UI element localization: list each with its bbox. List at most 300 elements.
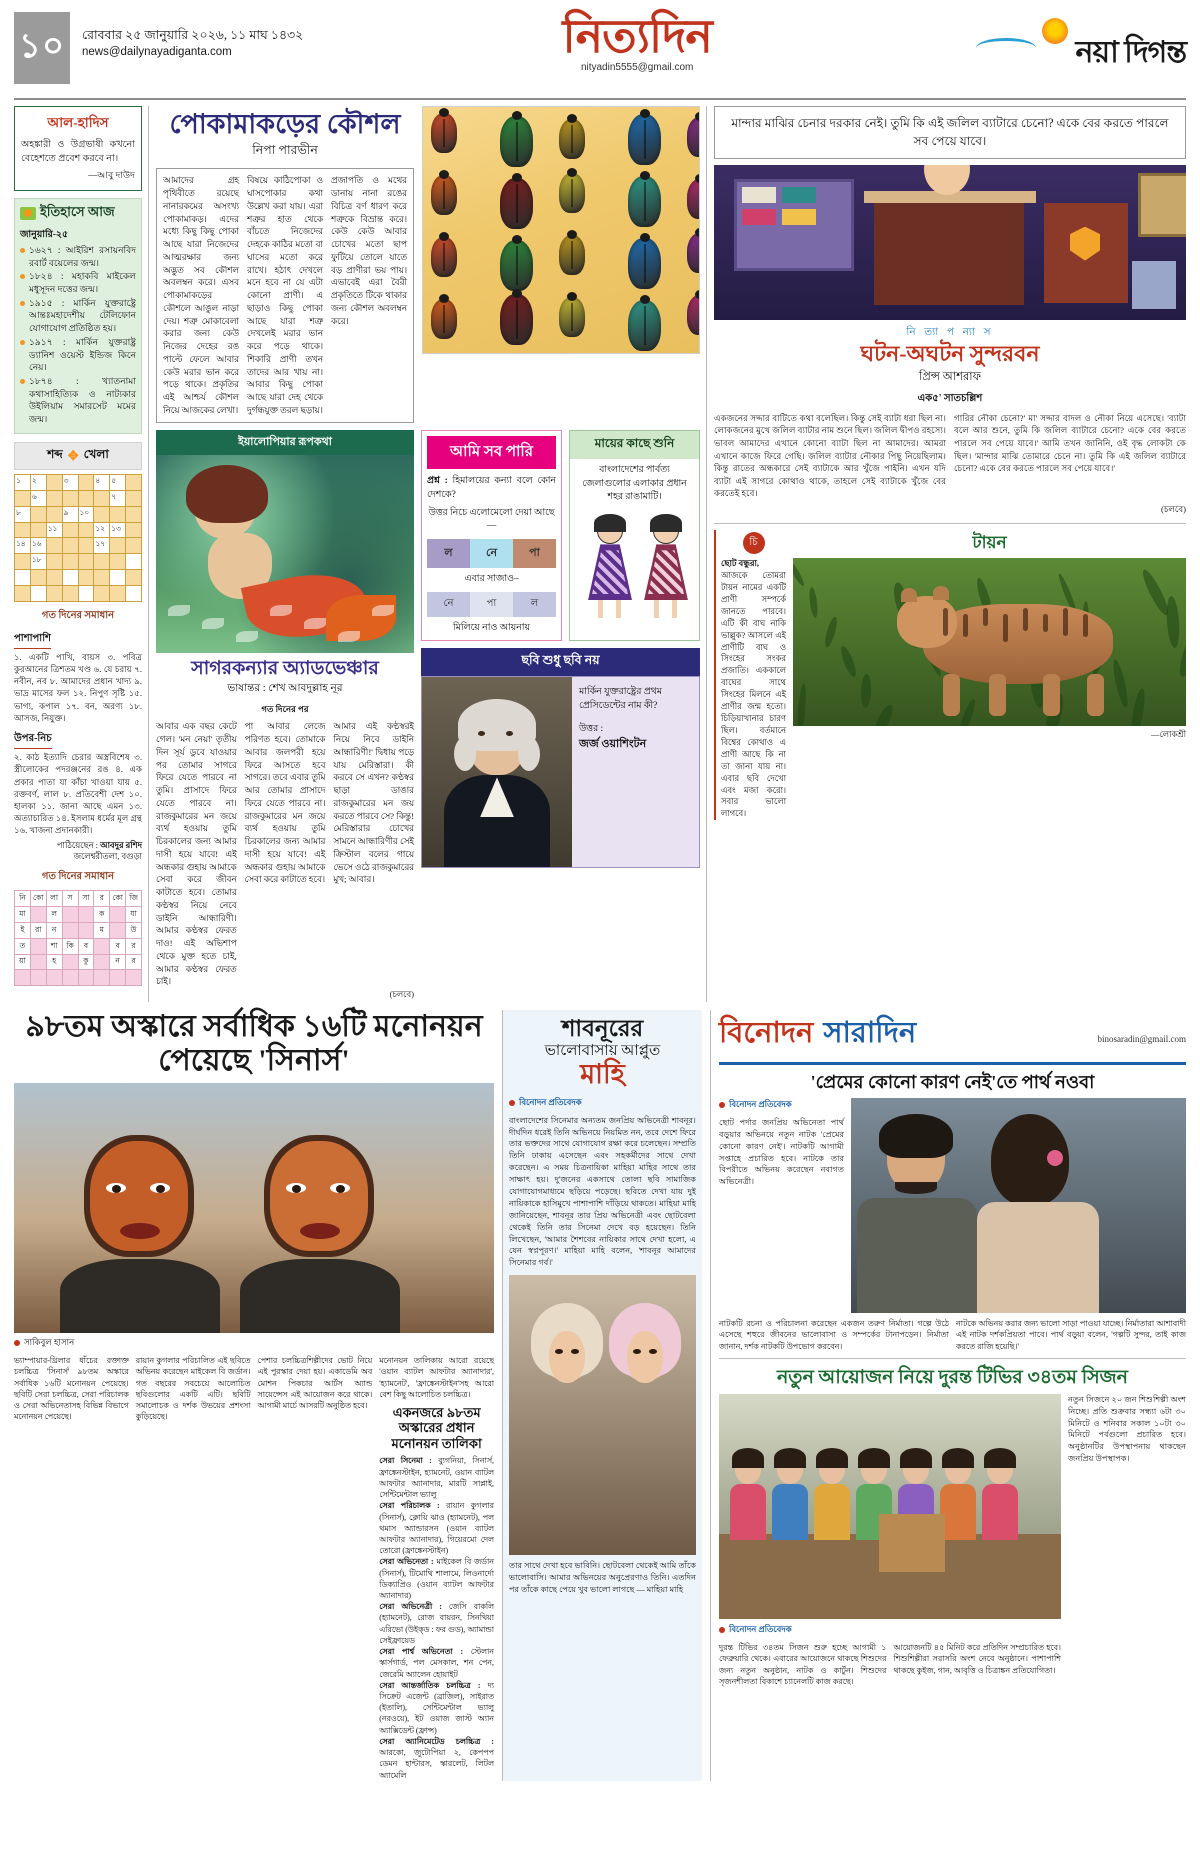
nomination-category: সেরা সিনেমা :: [379, 1456, 439, 1466]
oscar-col-4-text: মনোনয়ন তালিকায় আরো রয়েছে 'ওয়ান ব্যাটল আফটার অ্যানাদার', 'হ্যামনেট', 'ফ্রাঙ্কেনস্টাইন'সহ আরো বেশ কিছু আলোচিত চলচ্চিত্র।: [379, 1356, 494, 1399]
section-logo: [303, 12, 971, 73]
shabnur-subtitle: ভালোবাসায় আপ্লুত: [544, 1042, 661, 1059]
photo-quiz-body: [421, 676, 700, 868]
child-outfit: [730, 1484, 766, 1540]
beetle-head: [695, 174, 700, 183]
woman-outfit: [599, 1387, 691, 1555]
feature-body-box: [156, 168, 414, 422]
listen-title: মায়ের কাছে শুনি: [570, 431, 699, 459]
bottom-zone: [0, 1002, 1200, 1791]
tiglon-ear: [933, 586, 949, 600]
crossword-cell[interactable]: [79, 570, 95, 586]
crossword-cell[interactable]: [94, 586, 110, 602]
woman-face-front: [549, 1331, 585, 1383]
shabnur-tag-text: বিনোদন প্রতিবেদক: [519, 1097, 582, 1107]
credit-address: জলেশ্বরীতলা, বগুড়া: [73, 852, 142, 862]
beetle-head: [695, 228, 700, 237]
top-zone: [0, 100, 1200, 1002]
across-text: ১. একটি পাখি, বায়স ৩. পবিত্র কুরআনের ত্রিশতম খণ্ড ৬. যে চরায় ৭. নবীন, নব ৮. আমাদের প্রধান খাদ্য ৯. ভাদ্র মাসের ফল ১২. নিপুণ সৃষ্টি ১৫. ভাগ্য, কপাল ১৭. বন, অরণ্য ১৮. আসজ, নিযুক্ত।: [14, 651, 142, 723]
quiz-hint: উত্তর নিচে এলোমেলো দেয়া আছে—: [428, 507, 555, 532]
torso: [240, 1259, 400, 1333]
solved-cell: নি: [15, 891, 31, 907]
partho-photo-wrap: [851, 1098, 1186, 1313]
mermaid-kicker: ইয়ালোপিয়ার রূপকথা: [156, 430, 414, 455]
section-divider: [714, 523, 1186, 524]
quiz-tile[interactable]: ল: [427, 539, 470, 568]
crossword-cell[interactable]: [79, 554, 95, 570]
solved-cell: [31, 955, 47, 971]
solved-cell: [94, 955, 110, 971]
crossword-cell[interactable]: [63, 570, 79, 586]
page-title: পোকামাকড়ের কৌশল: [169, 109, 401, 139]
crossword-cell[interactable]: [110, 538, 126, 554]
shabnur-caption: তার সাথে দেখা হবে ভাবিনি। ছোটবেলা থেকেই আমি তাঁকে ভালোবাসি। আমার অভিনয়ের অনুপ্রেরণাও তিনি। এতদিন পর তাঁকে কাছে পেয়ে খুব ভালো লাগছে — মাহিয়া মাহি: [509, 1561, 696, 1594]
hadith-title: আল-হাদিস: [47, 115, 109, 130]
man-hair: [879, 1114, 953, 1158]
crossword-cell[interactable]: [79, 491, 95, 507]
crossword-cell[interactable]: ৩: [63, 475, 79, 491]
solved-cell: র: [94, 891, 110, 907]
binder: [782, 209, 816, 225]
solved-cell: জি: [126, 891, 142, 907]
nomination-category: সেরা আন্তর্জাতিক চলচ্চিত্র :: [379, 1680, 488, 1690]
solved-cell: [79, 907, 95, 923]
girl-hair: [594, 514, 626, 532]
crossword-cell[interactable]: [110, 570, 126, 586]
crossword-cell[interactable]: [63, 491, 79, 507]
crossword-cell[interactable]: ১১: [47, 523, 63, 539]
crossword-cell[interactable]: ২: [31, 475, 47, 491]
beetle-collage-image: [422, 106, 700, 354]
solved-cell: ই: [15, 923, 31, 939]
crossword-cell[interactable]: [47, 538, 63, 554]
crossword-cell[interactable]: [126, 538, 142, 554]
feature-col-1: আমাদের গ্রহ পৃথিবীতে রয়েছে নানারকমের অসংখ্য পোকামাকড়। এদের মধ্যে কিছু কিছু পোকা আছে যারা নিজেদের আত্মরক্ষার জন্য অদ্ভুত সব কৌশল অবলম্বন করে। এসব পোকামাকড়ের কৌশলে আঙুল নাড়া দেয়। শত্রু মোকাবেলা করার জন্য কেউ নিজের দেহের রঙ পাল্টে ফেলে আবার কেউ মরার ভান করে পড়ে থাকে। প্রকৃতির এই আশ্চর্য কৌশল নিয়ে আজকের লেখা।: [163, 175, 239, 415]
solved-cell: ন: [110, 955, 126, 971]
nomination-values: আরকো, জুটোপিয়া ২, কেপপপ ডেমন হান্টারস, স্কারলেট, লিটল অ্যামেলি: [379, 1748, 494, 1780]
paper-logo: [971, 12, 1186, 79]
solved-cell: কো: [110, 891, 126, 907]
mermaid-continued: (চলবে): [389, 990, 414, 1000]
beetle-head: [640, 233, 650, 242]
quiz-answer-tile[interactable]: নে: [427, 592, 470, 617]
fish-shape: [372, 605, 394, 616]
fish-shape: [338, 631, 360, 642]
solved-cell: [63, 970, 79, 986]
crossword-cell[interactable]: [63, 523, 79, 539]
crossword-cell[interactable]: ৫: [110, 475, 126, 491]
solved-crossword-grid: [14, 890, 142, 986]
crossword-cell[interactable]: [126, 491, 142, 507]
tiger-stripe: [1003, 614, 1008, 642]
nomination-values: দ্য সিক্রেট এজেন্ট (ব্রাজিল), সাইরাত (ইতালি), সেন্টিমেন্টাল ভ্যালু (নরওয়ে), ইট ওয়াজ জাস্ট অ্যান অ্যাক্সিডেন্ট (ফ্রান্স): [379, 1680, 494, 1735]
studio-chair: [879, 1514, 945, 1572]
duronto-col-3: নতুন সিজনে ২০ জন শিশুশিল্পী অংশ নিচ্ছে। প্রতি শুক্রবার সন্ধ্যা ৬টা ৩০ মিনিটে ও শনিবার সকাল ১০টা ৩০ মিনিটে পর্বগুলো প্রচারিত হবে। অনুষ্ঠানটির উপস্থাপনায় থাকছেন জনপ্রিয় উপস্থাপক।: [1068, 1394, 1186, 1464]
feature-article: [156, 106, 414, 423]
crossword-cell[interactable]: [110, 507, 126, 523]
girl-hair: [650, 514, 682, 532]
sundarban-byline: প্রিন্স আশরাফ: [918, 370, 982, 383]
listen-box: [569, 430, 700, 642]
quiz-tile[interactable]: পা: [513, 539, 556, 568]
sundarban-continued: (চলবে): [1160, 504, 1186, 515]
solved-cell: [110, 907, 126, 923]
beetle-midline: [699, 301, 700, 329]
crossword-cell[interactable]: [31, 570, 47, 586]
beetle-midline: [443, 119, 445, 147]
hadith-source: —আবু দাউদ: [88, 169, 135, 180]
listen-text: বাংলাদেশের পার্বত্য জেলাগুলোর এলাকার প্রধান শহর রাঙামাটি।: [582, 464, 687, 503]
history-date: জানুয়ারি-২৫: [20, 229, 69, 240]
child-hair: [858, 1448, 890, 1468]
solved-cell: [31, 970, 47, 986]
credit-label: পাঠিয়েছেন :: [56, 840, 99, 850]
prev-solution-label: গত দিনের সমাধান: [41, 871, 115, 883]
solved-cell: [79, 970, 95, 986]
binder: [782, 187, 816, 203]
crossword-cell[interactable]: [63, 586, 79, 602]
crossword-cell[interactable]: [63, 538, 79, 554]
oscar-col-1: ভ্যাম্পায়ার-থ্রিলার ধাঁচের রক্তাক্ত চলচ্চিত্র 'সিনার্স' ৯৮তম অস্কারে সর্বাধিক ১৬টি মনোনয়ন পেয়েছে। ছবিটি সেরা চলচ্চিত্র, সেরা পরিচালক ও সেরা অভিনেতাসহ বিভিন্ন বিভাগে মনোনয়ন পেয়েছে।: [14, 1356, 129, 1421]
partho-sidecol: [719, 1098, 844, 1313]
list-item: [379, 1680, 494, 1736]
mermaid-hair: [186, 465, 268, 523]
publication-date: রোববার ২৫ জানুয়ারি ২০২৬, ১১ মাঘ ১৪৩২: [82, 28, 304, 42]
shabnur-photo: [509, 1275, 696, 1555]
nomination-values: স্টেলান স্কার্সগার্ড, পল মেসকাল, শন পেন, জেরেমি অ্যালেন হোয়াইট: [379, 1647, 494, 1679]
beetle-head: [640, 295, 650, 304]
crossword-cell[interactable]: ১: [15, 475, 31, 491]
crossword-cell[interactable]: [47, 507, 63, 523]
oscar-headline: ৯৮তম অস্কারে সর্বাধিক ১৬টি মনোনয়ন পেয়েছে 'সিনার্স': [25, 1010, 483, 1077]
crossword-cell[interactable]: ১৮: [31, 554, 47, 570]
tiger-stripe: [943, 608, 948, 636]
woman-outfit: [977, 1202, 1099, 1313]
crossword-cell[interactable]: [15, 491, 31, 507]
mermaid-col-2: পা আবার লেজে পরিণত হবে। তোমাকে আবার জলপরী হয়ে ফিরে আসতে হবে সাগরে। তবে এবার তুমি আর তোমার প্রাসাদে ফিরে যেতে পারবে না। রাজকুমারের মন জয়ে ব্যর্থ হওয়ায় তুমি চিরকালের জন্য আমার দাসী হয়ে যাবে! এই অন্ধকার গুহায় আমাকে সেবা করে কাটাতে হবে।: [244, 721, 326, 885]
crossword-cell[interactable]: [15, 570, 31, 586]
solved-cell: ব: [110, 939, 126, 955]
solved-cell: [110, 970, 126, 986]
crossword-cell[interactable]: [15, 523, 31, 539]
nomination-values: ব্যুগনিয়া, সিনার্স, ফ্রাঙ্কেনস্টাইন, হ্যামনেট, ওয়ান ব্যাটল আফটার অ্যানাদার, মারটি সাপ্লাই, সেন্টিমেন্টাল ভ্যালু: [379, 1456, 495, 1500]
oscar-byline-text: সাকিবুল হাসান: [24, 1337, 75, 1348]
binodon-section: [710, 1010, 1186, 1781]
crossword-cell[interactable]: [126, 586, 142, 602]
solved-cell: [15, 970, 31, 986]
beetle-midline: [644, 306, 646, 345]
solved-cell: [63, 955, 79, 971]
crossword-cell[interactable]: [94, 491, 110, 507]
list-item: [379, 1601, 494, 1646]
crossword-cell[interactable]: [47, 491, 63, 507]
tiger-photo: [793, 558, 1186, 726]
diamond-icon: ✥: [67, 447, 79, 463]
mermaid-prev-label: গত দিনের পর: [261, 704, 309, 715]
fish-shape: [168, 605, 190, 616]
crossword-cell[interactable]: [94, 554, 110, 570]
crossword-cell[interactable]: ৭: [110, 491, 126, 507]
quiz-question-text: হিমালয়ের কন্যা বলে কোন দেশকে?: [427, 475, 557, 500]
newsroom-email: news@dailynayadiganta.com: [82, 46, 232, 59]
crossword-cell[interactable]: ৬: [31, 491, 47, 507]
beetle-midline: [571, 303, 573, 331]
beetle-head: [640, 109, 650, 118]
quiz-scrambled-tiles[interactable]: [427, 539, 556, 568]
office-illustration: [714, 165, 1186, 320]
solved-cell: য়া: [15, 955, 31, 971]
mermaid-title: সাগরকন্যার অ্যাডভেঞ্চার: [191, 657, 379, 679]
child-hair: [900, 1448, 932, 1468]
beetle-head: [439, 232, 449, 241]
girl-leg: [616, 600, 621, 618]
beetle-head: [439, 170, 449, 179]
crossword-cell[interactable]: ১০: [79, 507, 95, 523]
crossword-cell[interactable]: [47, 475, 63, 491]
crossword-cell[interactable]: [79, 586, 95, 602]
tiglon-leg: [1043, 674, 1060, 716]
tiger-title: টায়ন: [972, 533, 1007, 553]
duronto-col-2: আয়োজনটি ৪৫ মিনিট করে প্রতিদিন সম্প্রচারিত হবে। শিশুশিল্পীরা সরাসরি অংশ নেবে অনুষ্ঠানে। পাশাপাশি থাকছে কুইজ, গান, আবৃত্তি ও চিত্রাঙ্কন প্রতিযোগিতা।: [893, 1642, 1061, 1675]
tiger-stripe: [963, 614, 968, 637]
solved-cell: [79, 923, 95, 939]
photo-quiz-text: [572, 677, 699, 867]
solved-cell: কি: [63, 939, 79, 955]
tiger-stripe: [1083, 614, 1088, 637]
fish-shape: [270, 605, 292, 616]
crossword-cell[interactable]: [94, 570, 110, 586]
quiz-stack: [421, 430, 700, 1003]
tiglon-leg: [989, 674, 1006, 716]
solved-cell: ল: [47, 907, 63, 923]
feature-columns: [163, 174, 407, 416]
solved-cell: কো: [31, 891, 47, 907]
crossword-cell[interactable]: [79, 538, 95, 554]
duronto-sidecol: [1068, 1394, 1186, 1687]
quiz-answer-tile[interactable]: ল: [513, 592, 556, 617]
beetle-head: [695, 112, 700, 121]
girl-leg: [598, 600, 603, 618]
quiz-answer-label: এবার সাজাও–: [464, 574, 519, 585]
list-item: [379, 1556, 494, 1601]
list-item: ১৯১৫ : মার্কিন যুক্তরাষ্ট্রে আন্তঃমহাদেশীয় টেলিফোন যোগাযোগ প্রতিষ্ঠিত হয়।: [20, 297, 136, 335]
sundarban-title: ঘটন-অঘটন সুন্দরবন: [860, 340, 1040, 366]
crossword-cell[interactable]: ৮: [15, 507, 31, 523]
beetle-midline: [571, 241, 573, 269]
nomination-category: সেরা পার্শ্ব অভিনেতা :: [379, 1647, 471, 1657]
across-clues: [14, 628, 142, 724]
left-sidebar: [14, 106, 142, 1002]
crossword-cell[interactable]: [126, 523, 142, 539]
binder: [742, 187, 776, 203]
solved-cell: মা: [15, 907, 31, 923]
crossword-cell[interactable]: [47, 570, 63, 586]
beetle-head: [567, 292, 577, 301]
letter-badge-icon: চি: [743, 532, 765, 554]
quiz-answer-tiles[interactable]: [427, 592, 556, 617]
hadith-text: অহঙ্কারী ও উগ্রভাষী কখনো বেহেশতে প্রবেশ করবে না।: [21, 139, 135, 164]
quiz-title: আমি সব পারি: [427, 436, 556, 469]
section-logo-text: নিত্যদিন: [562, 11, 712, 62]
crossword-cell[interactable]: ১৬: [31, 538, 47, 554]
crossword-cell[interactable]: [63, 554, 79, 570]
sun-icon: [1042, 18, 1068, 44]
solved-cell: [94, 939, 110, 955]
tiger-stripe: [983, 608, 988, 626]
beetle-head: [439, 294, 449, 303]
bullet-icon: [509, 1100, 515, 1106]
nomination-values: মাইকেল বি জর্ডান (সিনার্স), টিমোথি শালামে, লিওনার্দো ডিক্যাপ্রিও (ওয়ান ব্যাটল আফটার অ্যানাদার): [379, 1557, 494, 1601]
list-item: ১৬২৭ : আইরিশ রসায়নবিদ রবার্ট বয়েলের জন্ম।: [20, 244, 136, 269]
solved-cell: [63, 907, 79, 923]
crossword-cell[interactable]: [110, 586, 126, 602]
beetle-head: [439, 108, 449, 117]
across-label: পাশাপাশি: [14, 631, 51, 649]
crossword-grid[interactable]: [14, 474, 142, 602]
solved-cell: র: [126, 955, 142, 971]
plant-pot: [1132, 261, 1176, 309]
nomination-category: সেরা পরিচালক :: [379, 1501, 447, 1511]
crossword-cell[interactable]: [47, 554, 63, 570]
crossword-credit: [14, 840, 142, 864]
solved-cell: [47, 970, 63, 986]
down-label: উপর-নিচ: [14, 731, 52, 749]
beetle-head: [567, 114, 577, 123]
beetle-midline: [644, 120, 646, 159]
crossword-cell[interactable]: ১৩: [110, 523, 126, 539]
oscar-columns: [14, 1355, 494, 1780]
partho-headline: 'প্রেমের কোনো কারণ নেই'তে পার্থ নওবা: [810, 1072, 1095, 1093]
crossword-cell[interactable]: [31, 523, 47, 539]
oscar-col-2: রায়ান কুগলার পরিচালিত এই ছবিতে অভিনয় করেছেন মাইকেল বি জর্ডান। গত বছরের সবচেয়ে আলোচিত ছবিগুলোর একটি এটি। ছবিটি সমালোচক ও দর্শক উভয়ের প্রশংসা কুড়িয়েছে।: [135, 1356, 251, 1421]
two-girls-illustration: [570, 510, 699, 630]
duronto-photo-wrap: [719, 1394, 1061, 1687]
quiz-tile[interactable]: নে: [470, 539, 513, 568]
crossword-cell[interactable]: ১২: [94, 523, 110, 539]
beetles-photo: [422, 106, 700, 423]
solved-cell: ক: [94, 907, 110, 923]
sundarban-episode: এক৫' সাতচল্লিশ: [917, 392, 983, 404]
girl-leg: [654, 600, 659, 618]
tiger-section: [714, 530, 1186, 820]
quiz-answer-note: মিলিয়ে নাও আয়নায়: [452, 622, 531, 633]
beetle-midline: [443, 243, 445, 271]
crossword-cell[interactable]: [110, 554, 126, 570]
solved-cell: লা: [47, 891, 63, 907]
tail-fin: [326, 595, 396, 641]
oscar-nomination-list: [379, 1455, 494, 1780]
solved-cell: ম: [94, 923, 110, 939]
solved-cell: রা: [31, 923, 47, 939]
nomination-values: রায়ান কুগলার (সিনার্স), ক্লোয়ি ঝাও (হ্যামনেট), পল থমাস অ্যান্ডারসন (ওয়ান ব্যাটল আফটার অ্যানাদার), গিয়েরমো দেল তোরো (ফ্রাঙ্কেনস্টাইন): [379, 1501, 494, 1556]
child-outfit: [982, 1484, 1018, 1540]
crossword-cell[interactable]: [126, 507, 142, 523]
child-hair: [942, 1448, 974, 1468]
solved-cell: শা: [47, 939, 63, 955]
mermaid-translator: ভাষান্তর : শেখ আবদুল্লাহ নূর: [227, 683, 343, 695]
crossword-cell[interactable]: [79, 523, 95, 539]
fish-shape: [202, 618, 224, 629]
beetle-midline: [516, 184, 518, 223]
crossword-cell[interactable]: [94, 507, 110, 523]
partho-couple-photo: [851, 1098, 1186, 1313]
list-item: [379, 1500, 494, 1556]
crossword-cell[interactable]: [15, 554, 31, 570]
binodon-brand-1: বিনোদন: [719, 1017, 814, 1050]
oscar-col-3: পেশার চলচ্চিত্রশিল্পীদের ভোট নিয়ে এই পুরস্কার দেয়া হয়। একাডেমি অব মোশন পিকচার আর্টস অ্যান্ড সায়েন্সেস এই আয়োজন করে থাকে। আগামী মার্চে আসরটি অনুষ্ঠিত হবে।: [257, 1356, 373, 1410]
list-item: ১৮৭৪ : খ্যাতনামা কথাসাহিত্যিক ও নাট্যকার উইলিয়াম সমারসেট মমের জন্ম।: [20, 375, 136, 426]
history-list: [20, 244, 136, 426]
oscar-list-title: একনজরে ৯৮তম অস্কারের প্রধান মনোনয়ন তালিকা: [391, 1404, 482, 1451]
beard: [895, 1182, 937, 1194]
feature-byline: নিপা পারভীন: [252, 143, 318, 158]
crossword-cell[interactable]: [31, 507, 47, 523]
beetle-midline: [516, 246, 518, 285]
mermaid-illustration: [156, 455, 414, 653]
crossword-cell[interactable]: [126, 570, 142, 586]
oscar-col-4: [379, 1355, 494, 1780]
partho-tag: [719, 1098, 844, 1112]
shabnur-name: মাহি: [580, 1058, 625, 1089]
duronto-columns: [719, 1642, 1061, 1687]
dateline: [82, 12, 303, 61]
beetle-head: [695, 290, 700, 299]
shabnur-article: [502, 1010, 702, 1781]
child-outfit: [940, 1484, 976, 1540]
man-jacket: [857, 1198, 977, 1313]
nomination-category: সেরা অভিনেতা :: [379, 1557, 437, 1567]
sundarban-col-2: গারির নৌকা চেনো?' মা' সদ্দার বাদল ও নৌকা নিয়ে এসেছে। 'ব্যাটা বলে আর শুনে, তুমি কি জলিল ব্যাটারে চেনো? একে বের করতে পারলে সব পেয়ে যাবে।' আমি তখন জানিনি, ওই বৃদ্ধ লোকটা কে ছিল। 'মান্দার মাঝি তোমারে চেনে না। তুমি কি এই জলিল ব্যাটারে চেনো? একে বের করতে পারলে সব পেয়ে যাবে।': [954, 412, 1186, 474]
beetle-head: [512, 111, 522, 120]
binodon-brand-2: সারাদিন: [823, 1017, 917, 1050]
crossword-cell[interactable]: [126, 554, 142, 570]
history-title: ইতিহাসে আজ: [40, 203, 115, 219]
crossword-cell[interactable]: ৯: [63, 507, 79, 523]
crossword-cell[interactable]: [15, 586, 31, 602]
tiglon-leg: [943, 674, 960, 716]
nomination-category: সেরা অভিনেত্রী :: [379, 1602, 449, 1612]
crossword-cell[interactable]: ৪: [94, 475, 110, 491]
section-email: nityadin5555@gmail.com: [580, 62, 694, 73]
solved-cell: উ: [126, 923, 142, 939]
solved-cell: [63, 923, 79, 939]
crossword-cell[interactable]: [31, 586, 47, 602]
partho-columns: [719, 1318, 1186, 1352]
beetle-head: [512, 289, 522, 298]
partho-col-2: নাটকটি রচনা ও পরিচালনা করেছেন একজন তরুণ নির্মাতা। গল্পে উঠে এসেছে শহুরে জীবনের ভালোবাসা ও সম্পর্কের টানাপড়েন। নির্মাতা জানান, দর্শক নাটকটি উপভোগ করবেন।: [719, 1318, 949, 1351]
wall-frame: [1138, 173, 1186, 237]
child-hair: [984, 1448, 1016, 1468]
nomination-category: সেরা অ্যানিমেটেড চলচ্চিত্র :: [379, 1736, 494, 1746]
crossword-cell[interactable]: [79, 475, 95, 491]
beetle-midline: [571, 125, 573, 153]
crossword-cell[interactable]: ১৭: [94, 538, 110, 554]
beetle-head: [567, 230, 577, 239]
photo-quiz-title: ছবি শুধু ছবি নয়: [421, 648, 700, 676]
crossword-cell[interactable]: ১৪: [15, 538, 31, 554]
beetle-midline: [516, 300, 518, 339]
shabnur-tag: [509, 1096, 696, 1110]
tiger-stripe: [1023, 608, 1028, 631]
mermaid-col-3: আমার এই কণ্ঠস্বরই নিয়ে নিবে ডাইনি আন্ধারিণী!' দ্বিধায় পড়ে যায় মেরিস্তারা। কী করবে সে এখন? কণ্ঠস্বর ছাড়া ডাঙার রাজকুমারের মন জয় করতে পারবে সে? কিন্তু! মেরিস্তারার চোখের সামনে আন্ধারিণীর সেই ক্রিস্টাল বলের গায়ে ভেসে ওঠে রাজকুমারের মুখ; আবার।: [333, 721, 415, 885]
crossword-cell[interactable]: [126, 475, 142, 491]
oscar-film-still: [14, 1083, 494, 1333]
right-column: [706, 106, 1186, 1002]
quiz-answer-tile[interactable]: পা: [470, 592, 513, 617]
crossword-cell[interactable]: [47, 586, 63, 602]
crossword-title-left: শব্দ: [47, 446, 63, 461]
feature-col-3: প্রজাপতি ও মথের ডানায় নানা রঙের বিচিত্র বর্ণ ধারণ করে শত্রুকে বিভ্রান্ত করে। কেউ কেউ আবার চোখের মতো ছাপ ফুটিয়ে তোলে যাতে বড় প্রাণীরা ভয় পায়। এভাবেই এরা বৈরী প্রকৃতিতে টিকে থাকার জন্য কৌশল অবলম্বন করে।: [331, 175, 407, 326]
